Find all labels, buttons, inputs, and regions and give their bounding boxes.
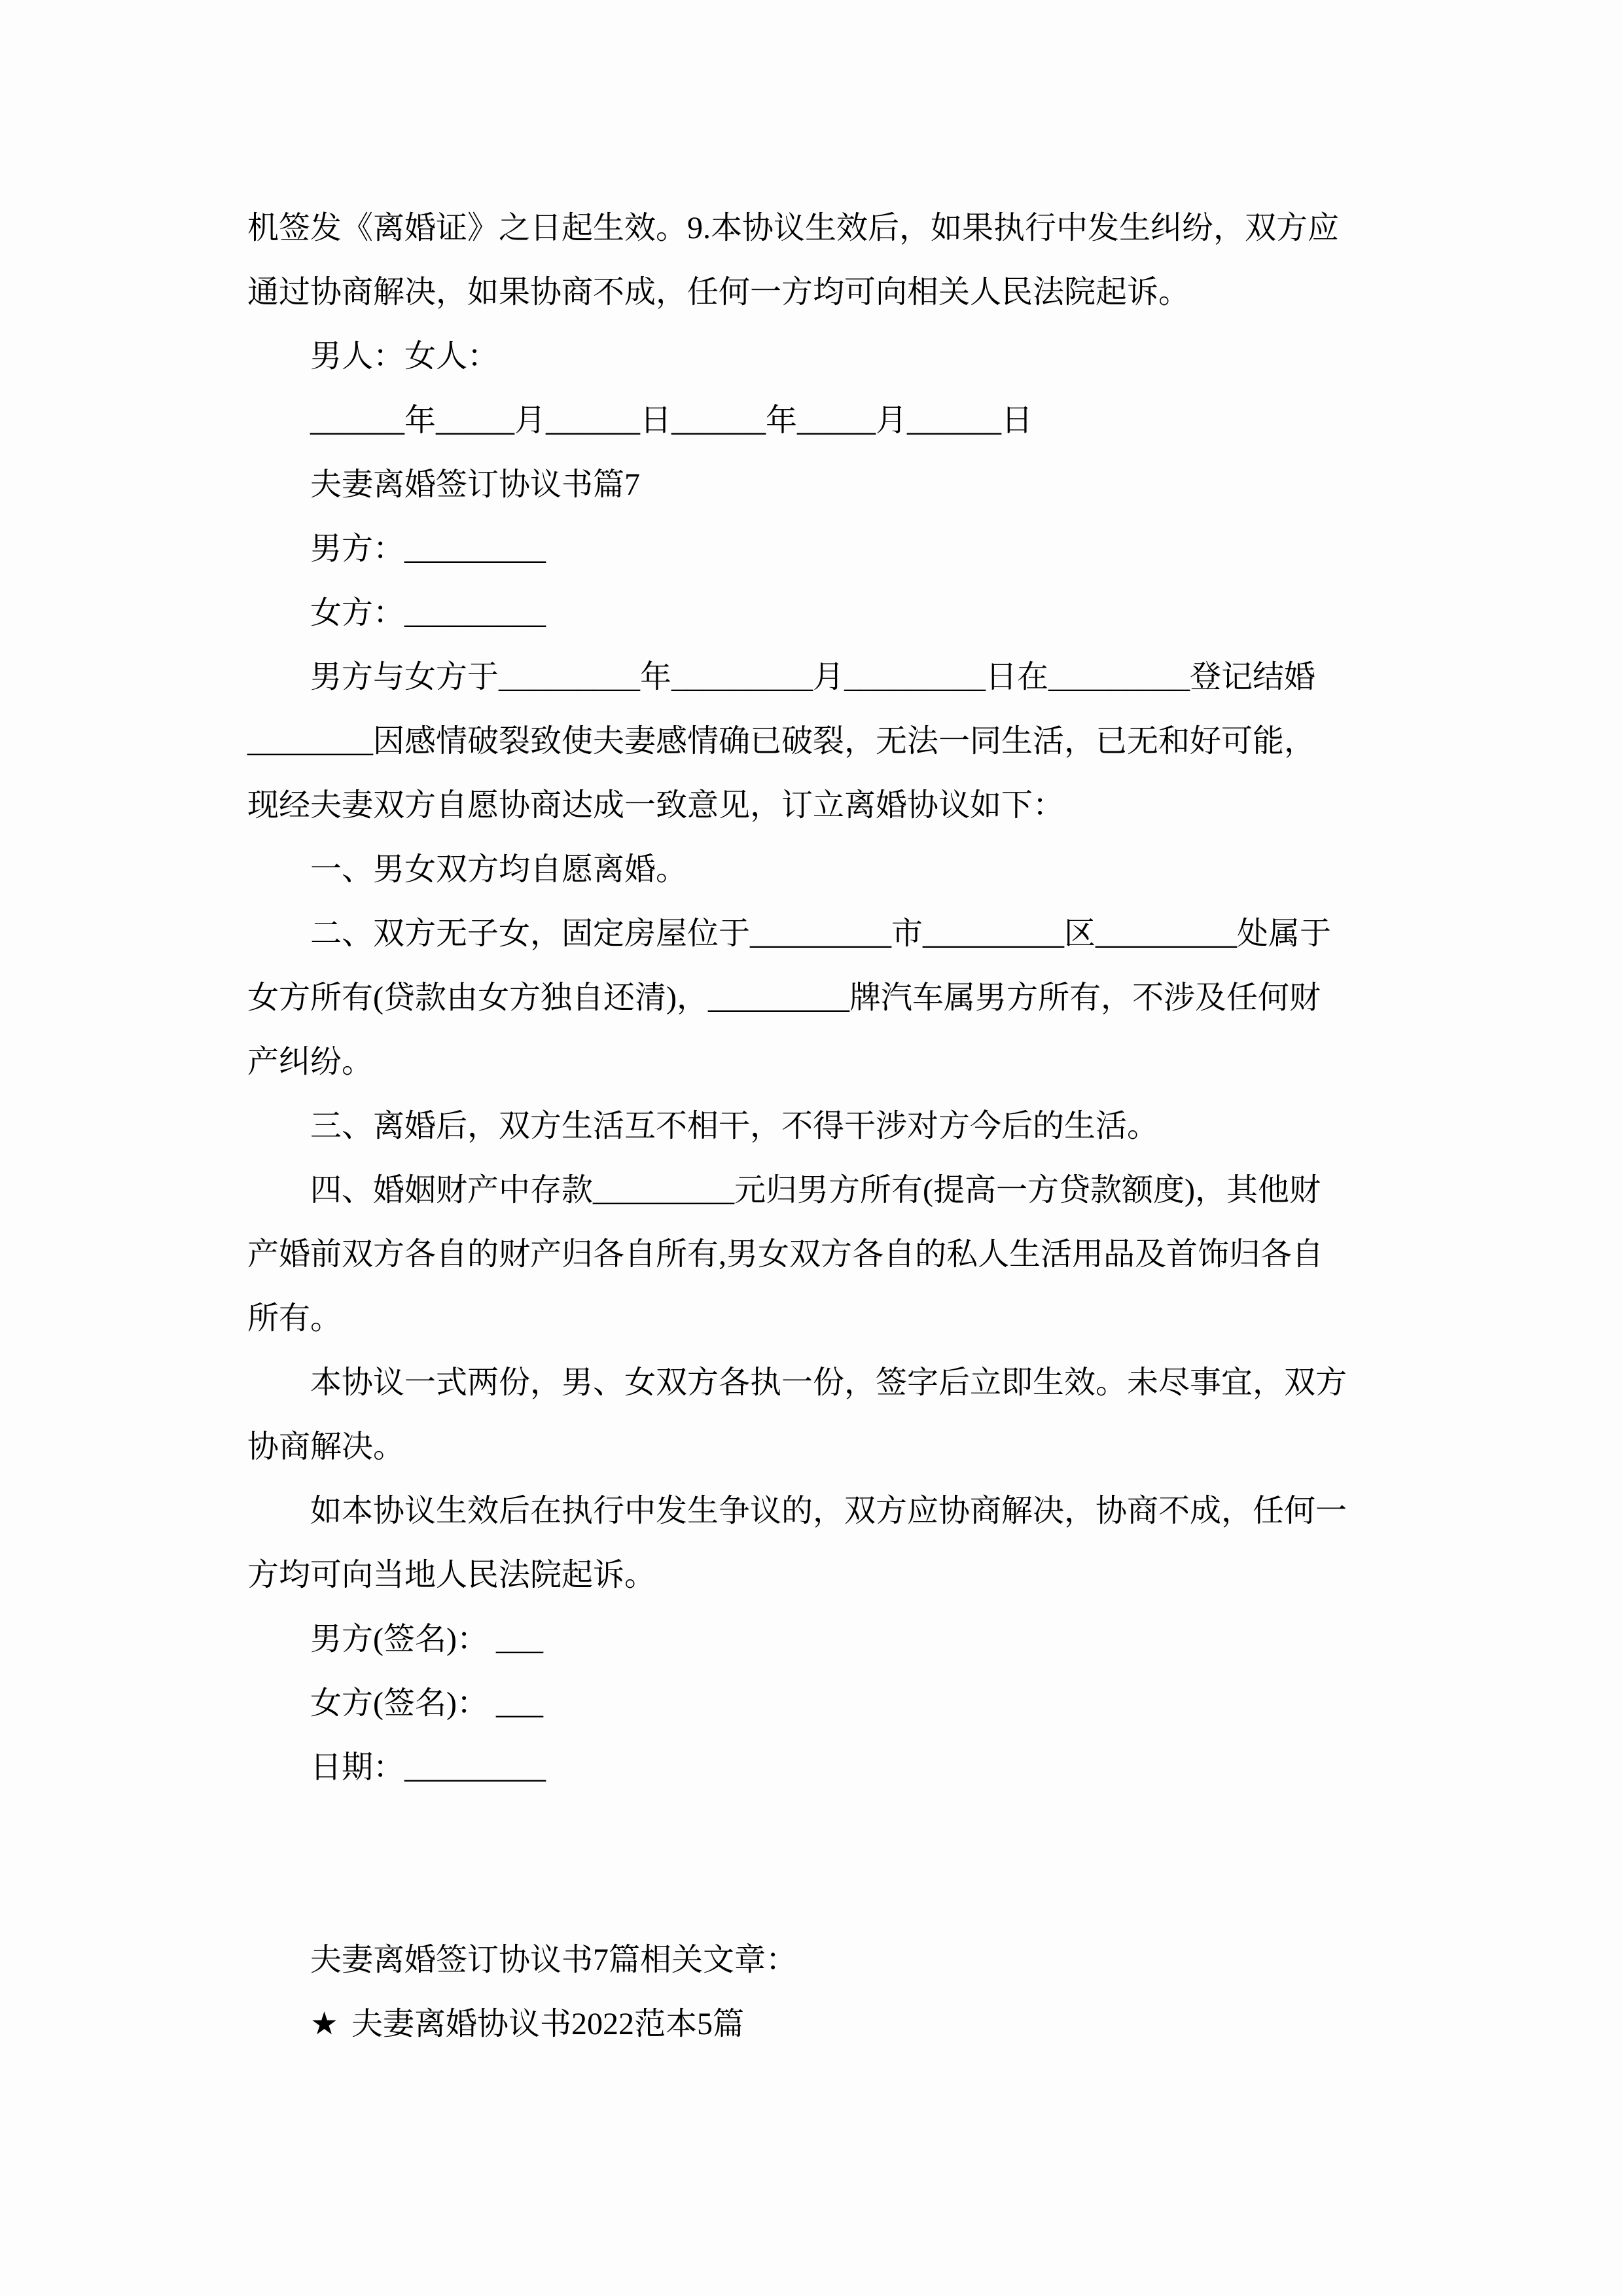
- document-line: 协商解决。: [247, 1429, 405, 1464]
- blank-line: [247, 1800, 1376, 1864]
- star-icon: ★: [310, 2007, 339, 2041]
- document-line: 男人：女人：: [310, 339, 499, 374]
- document-line: 男方与女方于_________年_________月_________日在_________登记结婚: [310, 660, 1316, 694]
- document-line: 夫妻离婚签订协议书篇7: [310, 467, 641, 502]
- document-line: 如本协议生效后在执行中发生争议的，双方应协商解决，协商不成，任何一: [310, 1494, 1347, 1528]
- blank-line: [247, 1864, 1376, 1928]
- document-line: 本协议一式两份，男、女双方各执一份，签字后立即生效。未尽事宜，双方: [310, 1365, 1347, 1400]
- document-line: 日期：_________: [310, 1750, 546, 1785]
- related-article-title: 夫妻离婚协议书2022范本5篇: [351, 2007, 745, 2041]
- document-line: 夫妻离婚签订协议书7篇相关文章：: [310, 1943, 798, 1977]
- document-line: 三、离婚后，双方生活互不相干，不得干涉对方今后的生活。: [310, 1109, 1159, 1143]
- document-line: 产纠纷。: [247, 1045, 374, 1079]
- related-article-item: [247, 1992, 1376, 2056]
- document-line: 男方：_________: [310, 531, 546, 566]
- document-line: ______年_____月______日______年_____月______日: [310, 403, 1033, 438]
- document-line: 女方所有(贷款由女方独自还清)，_________牌汽车属男方所有，不涉及任何财: [247, 980, 1321, 1015]
- document-line: 一、男女双方均自愿离婚。: [310, 852, 688, 887]
- document-line: 所有。: [247, 1301, 342, 1336]
- document-line: 通过协商解决，如果协商不成，任何一方均可向相关人民法院起诉。: [247, 275, 1190, 310]
- document-line: 方均可向当地人民法院起诉。: [247, 1558, 656, 1592]
- document-line: 机签发《离婚证》之日起生效。9.本协议生效后，如果执行中发生纠纷，双方应: [247, 211, 1340, 245]
- document-line: 四、婚姻财产中存款_________元归男方所有(提高一方贷款额度)，其他财: [310, 1173, 1321, 1208]
- document-line: 男方(签名)： ___: [310, 1622, 543, 1657]
- document-line: ________因感情破裂致使夫妻感情确已破裂，无法一同生活，已无和好可能，: [247, 724, 1316, 759]
- document-line: 二、双方无子女，固定房屋位于_________市_________区_________处属于: [310, 916, 1332, 951]
- document-line: 女方：_________: [310, 596, 546, 630]
- document-line: 女方(签名)： ___: [310, 1686, 543, 1721]
- document-line: 产婚前双方各自的财产归各自所有,男女双方各自的私人生活用品及首饰归各自: [247, 1237, 1324, 1272]
- document-line: 现经夫妻双方自愿协商达成一致意见，订立离婚协议如下：: [247, 788, 1065, 823]
